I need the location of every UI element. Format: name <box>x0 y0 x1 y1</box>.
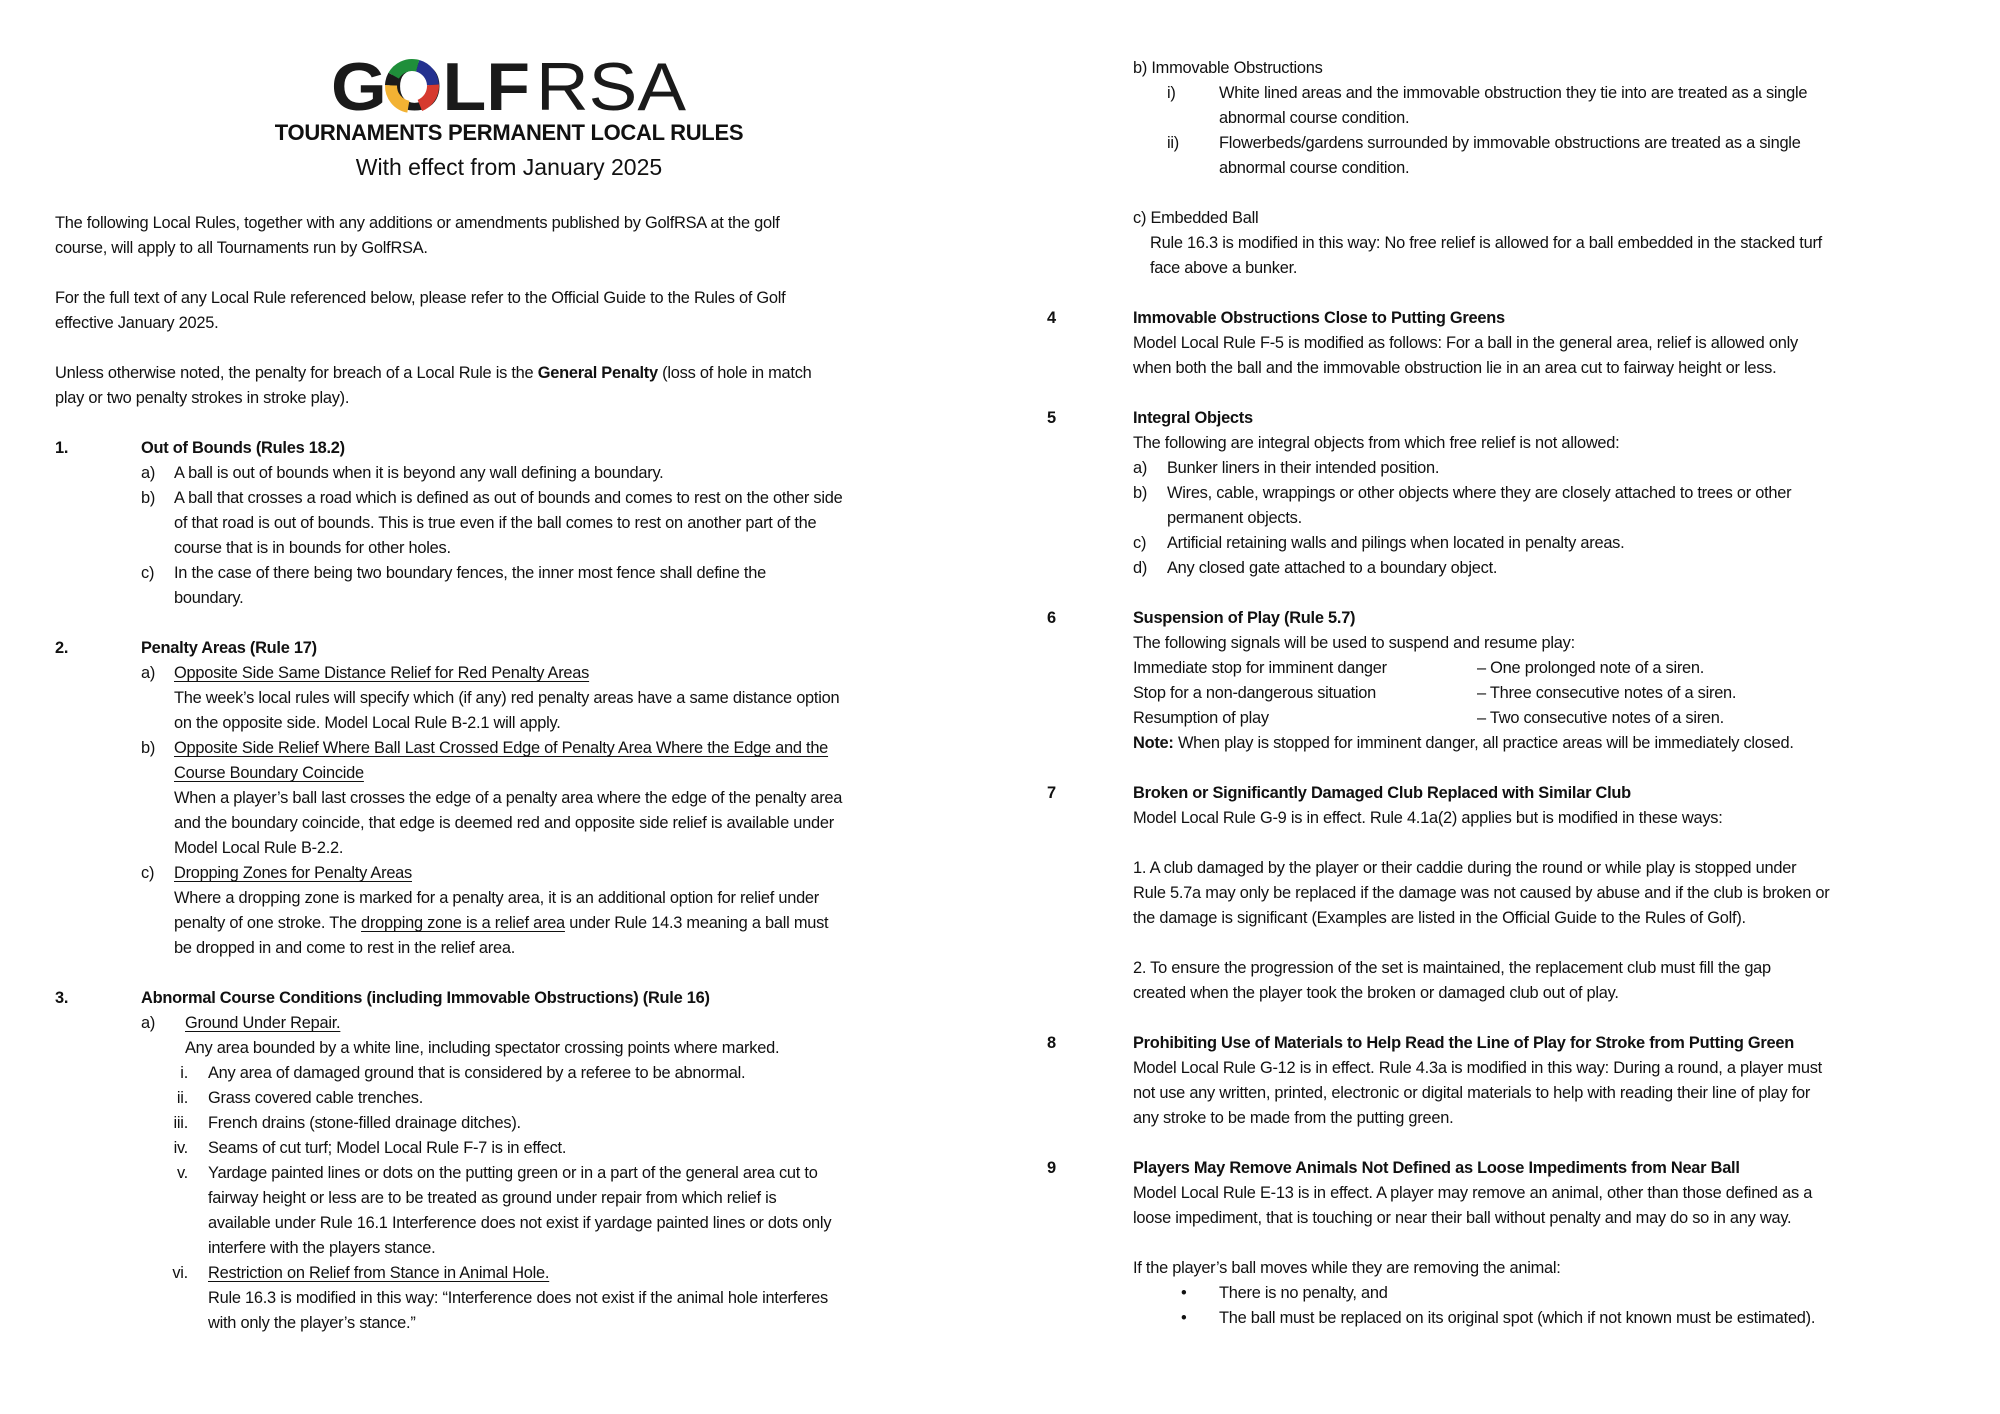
line-text: the damage is significant (Examples are listed in the Official Guide to the Rules of Golf). <box>1133 909 1746 927</box>
text-line <box>1047 81 1987 106</box>
text-line <box>55 761 955 786</box>
underlined-text: Opposite Side Same Distance Relief for Red Penalty Areas <box>174 664 590 682</box>
list-marker: a) <box>1133 459 1148 477</box>
spacer <box>1047 581 1987 606</box>
text-line <box>55 811 955 836</box>
text-line <box>55 1111 955 1136</box>
section-number: 1. <box>55 439 69 457</box>
spacer <box>55 961 955 986</box>
list-marker: i. <box>180 1064 188 1082</box>
line-text: c) Embedded Ball <box>1133 209 1259 227</box>
text-line <box>55 286 955 311</box>
line-text: not use any written, printed, electronic or digital materials to help with reading their line of play for <box>1133 1084 1811 1102</box>
line-text: Any area of damaged ground that is considered by a referee to be abnormal. <box>208 1064 746 1082</box>
section-number: 8 <box>1047 1034 1056 1052</box>
text-line <box>55 1311 955 1336</box>
text-line <box>55 686 955 711</box>
line-text: and the boundary coincide, that edge is deemed red and opposite side relief is available under <box>174 814 834 832</box>
bold-text: General Penalty <box>537 364 658 382</box>
line-text <box>174 661 589 686</box>
line-text: permanent objects. <box>1167 509 1302 527</box>
text-line <box>1047 481 1987 506</box>
list-marker: ii) <box>1167 134 1179 152</box>
list-marker: i) <box>1167 84 1176 102</box>
section-title: Integral Objects <box>1133 409 1253 427</box>
section-heading <box>1047 406 1987 431</box>
text-line <box>1047 956 1987 981</box>
line-text: with only the player’s stance.” <box>208 1314 416 1332</box>
text-line <box>55 236 955 261</box>
section-title: Penalty Areas (Rule 17) <box>141 639 317 657</box>
spacer <box>1047 1006 1987 1031</box>
line-text: fairway height or less are to be treated as ground under repair from which relief is <box>208 1189 777 1207</box>
line-text: created when the player took the broken or damaged club out of play. <box>1133 984 1619 1002</box>
line-text: – Three consecutive notes of a siren. <box>1477 684 1737 702</box>
text-line <box>1047 981 1987 1006</box>
section-heading <box>1047 781 1987 806</box>
bullet-icon: • <box>1181 1309 1187 1327</box>
line-text: In the case of there being two boundary fences, the inner most fence shall define the <box>174 564 766 582</box>
section-title: Players May Remove Animals Not Defined as Loose Impediments from Near Ball <box>1133 1159 1740 1177</box>
text-segment: (loss of hole in match <box>657 364 812 382</box>
section-title: Broken or Significantly Damaged Club Replaced with Similar Club <box>1133 784 1631 802</box>
line-text: Model Local Rule G-9 is in effect. Rule 4.1a(2) applies but is modified in these ways: <box>1133 809 1723 827</box>
text-line <box>55 586 955 611</box>
spacer <box>1047 1131 1987 1156</box>
document-title: TOURNAMENTS PERMANENT LOCAL RULES <box>274 120 744 145</box>
section-heading <box>55 636 955 661</box>
section-heading <box>1047 306 1987 331</box>
text-line <box>55 1036 955 1061</box>
section-title: Prohibiting Use of Materials to Help Read the Line of Play for Stroke from Putting Green <box>1133 1034 1795 1052</box>
line-text: The following are integral objects from which free relief is not allowed: <box>1133 434 1620 452</box>
text-line <box>55 211 955 236</box>
line-text: When a player’s ball last crosses the edge of a penalty area where the edge of the penalty area <box>174 789 843 807</box>
golfrsa-logo <box>331 54 688 114</box>
text-line <box>1047 356 1987 381</box>
spacer <box>1047 931 1987 956</box>
line-text <box>1133 731 1794 756</box>
line-text: Model Local Rule F-5 is modified as follows: For a ball in the general area, relief is allowed only <box>1133 334 1798 352</box>
list-marker: c) <box>1133 534 1147 552</box>
list-marker: ii. <box>176 1089 188 1107</box>
section-heading <box>55 436 955 461</box>
underlined-text: Ground Under Repair. <box>185 1014 341 1032</box>
line-text: Seams of cut turf; Model Local Rule F-7 is in effect. <box>208 1139 567 1157</box>
text-line <box>55 1136 955 1161</box>
line-text: White lined areas and the immovable obstruction they tie into are treated as a single <box>1219 84 1808 102</box>
text-line <box>1047 256 1987 281</box>
line-text: – Two consecutive notes of a siren. <box>1477 709 1724 727</box>
line-text: The following signals will be used to suspend and resume play: <box>1133 634 1575 652</box>
line-text: any stroke to be made from the putting green. <box>1133 1109 1454 1127</box>
text-line <box>55 1261 955 1286</box>
text-line <box>55 861 955 886</box>
text-line <box>1047 706 1987 731</box>
line-text <box>208 1261 549 1286</box>
text-line <box>55 1086 955 1111</box>
spacer <box>1047 181 1987 206</box>
section-number: 3. <box>55 989 69 1007</box>
text-line <box>55 561 955 586</box>
text-line <box>55 311 955 336</box>
underlined-text: Dropping Zones for Penalty Areas <box>174 864 412 882</box>
list-marker: c) <box>141 864 155 882</box>
spacer <box>55 411 955 436</box>
text-line <box>55 1286 955 1311</box>
text-line <box>1047 1206 1987 1231</box>
line-text: Model Local Rule B-2.2. <box>174 839 344 857</box>
section-number: 4 <box>1047 309 1056 327</box>
text-line <box>55 1161 955 1186</box>
text-line <box>1047 231 1987 256</box>
list-marker: a) <box>141 664 156 682</box>
list-marker: iv. <box>173 1139 188 1157</box>
section-number: 7 <box>1047 784 1056 802</box>
underlined-text: Opposite Side Relief Where Ball Last Crossed Edge of Penalty Area Where the Edge and the <box>174 739 829 757</box>
line-text: Grass covered cable trenches. <box>208 1089 424 1107</box>
text-line <box>1047 1306 1987 1331</box>
line-text: Flowerbeds/gardens surrounded by immovable obstructions are treated as a single <box>1219 134 1801 152</box>
text-line <box>55 486 955 511</box>
line-text: abnormal course condition. <box>1219 159 1410 177</box>
line-text: The ball must be replaced on its original spot (which if not known must be estimated). <box>1219 1309 1816 1327</box>
line-text: face above a bunker. <box>1150 259 1298 277</box>
section-title: Abnormal Course Conditions (including Immovable Obstructions) (Rule 16) <box>141 989 710 1007</box>
line-text <box>174 761 364 786</box>
section-heading <box>1047 1156 1987 1181</box>
text-line <box>55 1211 955 1236</box>
text-line <box>1047 556 1987 581</box>
text-line <box>1047 431 1987 456</box>
text-line <box>1047 1181 1987 1206</box>
section-number: 6 <box>1047 609 1056 627</box>
text-line <box>1047 1281 1987 1306</box>
line-text: – One prolonged note of a siren. <box>1477 659 1705 677</box>
line-text: b) Immovable Obstructions <box>1133 59 1323 77</box>
line-text: A ball that crosses a road which is defined as out of bounds and comes to rest on the other side <box>174 489 843 507</box>
list-marker: a) <box>141 464 156 482</box>
line-text: 1. A club damaged by the player or their caddie during the round or while play is stopped under <box>1133 859 1797 877</box>
line-text: Any area bounded by a white line, including spectator crossing points where marked. <box>185 1039 780 1057</box>
section-heading <box>1047 606 1987 631</box>
text-line <box>1047 856 1987 881</box>
text-line <box>1047 106 1987 131</box>
text-line <box>55 886 955 911</box>
spacer <box>1047 831 1987 856</box>
text-line <box>55 536 955 561</box>
section-title: Out of Bounds (Rules 18.2) <box>141 439 345 457</box>
text-line <box>1047 531 1987 556</box>
text-line <box>55 361 955 386</box>
text-line <box>1047 881 1987 906</box>
text-line <box>55 511 955 536</box>
logo-text-light: RSA <box>536 54 687 114</box>
list-marker: a) <box>141 1014 156 1032</box>
bold-text: Note: <box>1133 734 1174 752</box>
line-text <box>174 736 828 761</box>
list-marker: b) <box>141 489 156 507</box>
text-segment: When play is stopped for imminent danger, all practice areas will be immediately closed. <box>1173 734 1794 752</box>
line-text: of that road is out of bounds. This is true even if the ball comes to rest on another part of the <box>174 514 817 532</box>
underlined-text: dropping zone is a relief area <box>361 914 565 932</box>
line-text <box>174 911 828 936</box>
line-text: Rule 5.7a may only be replaced if the damage was not caused by abuse and if the club is broken or <box>1133 884 1830 902</box>
left-column <box>55 211 955 1336</box>
text-line <box>55 711 955 736</box>
spacer <box>55 611 955 636</box>
spacer <box>1047 756 1987 781</box>
line-text: available under Rule 16.1 Interference does not exist if yardage painted lines or dots only <box>208 1214 832 1232</box>
line-text: Bunker liners in their intended position. <box>1167 459 1440 477</box>
line-text: Model Local Rule G-12 is in effect. Rule 4.3a is modified in this way: During a round, a player must <box>1133 1059 1822 1077</box>
text-line <box>55 1186 955 1211</box>
line-text: A ball is out of bounds when it is beyond any wall defining a boundary. <box>174 464 664 482</box>
text-line <box>55 661 955 686</box>
text-line <box>1047 56 1987 81</box>
text-line <box>1047 631 1987 656</box>
text-line <box>55 936 955 961</box>
line-text: Model Local Rule E-13 is in effect. A player may remove an animal, other than those defined as a <box>1133 1184 1813 1202</box>
text-line <box>1047 506 1987 531</box>
text-line <box>1047 331 1987 356</box>
signal-label: Immediate stop for imminent danger <box>1133 659 1387 677</box>
line-text: when both the ball and the immovable obstruction lie in an area cut to fairway height or less. <box>1133 359 1777 377</box>
line-text: There is no penalty, and <box>1219 1284 1388 1302</box>
line-text: French drains (stone-filled drainage ditches). <box>208 1114 521 1132</box>
spacer <box>1047 381 1987 406</box>
text-line <box>55 911 955 936</box>
text-line <box>55 1236 955 1261</box>
line-text: Rule 16.3 is modified in this way: “Interference does not exist if the animal hole interferes <box>208 1289 828 1307</box>
line-text <box>185 1011 340 1036</box>
text-segment: under Rule 14.3 meaning a ball must <box>564 914 829 932</box>
line-text: effective January 2025. <box>55 314 219 332</box>
text-line <box>55 461 955 486</box>
text-line <box>1047 1056 1987 1081</box>
text-line <box>1047 806 1987 831</box>
line-text: For the full text of any Local Rule referenced below, please refer to the Official Guide to the Rules of Golf <box>55 289 786 307</box>
line-text: 2. To ensure the progression of the set is maintained, the replacement club must fill the gap <box>1133 959 1771 977</box>
list-marker: b) <box>141 739 156 757</box>
text-line <box>1047 906 1987 931</box>
list-marker: iii. <box>173 1114 188 1132</box>
line-text: be dropped in and come to rest in the relief area. <box>174 939 516 957</box>
section-number: 5 <box>1047 409 1056 427</box>
list-marker: d) <box>1133 559 1148 577</box>
line-text: Yardage painted lines or dots on the putting green or in a part of the general area cut to <box>208 1164 818 1182</box>
line-text: abnormal course condition. <box>1219 109 1410 127</box>
line-text <box>174 861 412 886</box>
text-line <box>1047 681 1987 706</box>
text-line <box>1047 156 1987 181</box>
text-line <box>55 1011 955 1036</box>
line-text <box>55 361 812 386</box>
line-text: play or two penalty strokes in stroke play). <box>55 389 350 407</box>
line-text: Any closed gate attached to a boundary object. <box>1167 559 1498 577</box>
section-heading <box>55 986 955 1011</box>
line-text: The following Local Rules, together with any additions or amendments published by GolfRSA at the golf <box>55 214 780 232</box>
spacer <box>1047 1231 1987 1256</box>
spacer <box>55 261 955 286</box>
text-line <box>1047 1081 1987 1106</box>
list-marker: vi. <box>172 1264 188 1282</box>
signal-label: Stop for a non-dangerous situation <box>1133 684 1376 702</box>
underlined-text: Course Boundary Coincide <box>174 764 364 782</box>
line-text: on the opposite side. Model Local Rule B-2.1 will apply. <box>174 714 561 732</box>
text-line <box>1047 1106 1987 1131</box>
text-line <box>55 1061 955 1086</box>
text-line <box>1047 206 1987 231</box>
spacer <box>1047 281 1987 306</box>
line-text: interfere with the players stance. <box>208 1239 436 1257</box>
section-title: Suspension of Play (Rule 5.7) <box>1133 609 1356 627</box>
text-line <box>1047 1256 1987 1281</box>
bullet-icon: • <box>1181 1284 1187 1302</box>
list-marker: b) <box>1133 484 1148 502</box>
line-text: The week’s local rules will specify which (if any) red penalty areas have a same distance option <box>174 689 840 707</box>
section-heading <box>1047 1031 1987 1056</box>
line-text: course that is in bounds for other holes. <box>174 539 451 557</box>
right-column <box>1047 56 1987 1331</box>
text-segment: Unless otherwise noted, the penalty for breach of a Local Rule is the <box>55 364 538 382</box>
line-text: Wires, cable, wrappings or other objects where they are closely attached to trees or other <box>1167 484 1792 502</box>
text-line <box>1047 731 1987 756</box>
section-number: 9 <box>1047 1159 1056 1177</box>
spacer <box>55 336 955 361</box>
line-text: boundary. <box>174 589 244 607</box>
list-marker: c) <box>141 564 155 582</box>
text-line <box>55 786 955 811</box>
underlined-text: Restriction on Relief from Stance in Animal Hole. <box>208 1264 550 1282</box>
line-text: Artificial retaining walls and pilings when located in penalty areas. <box>1167 534 1625 552</box>
section-number: 2. <box>55 639 69 657</box>
line-text: course, will apply to all Tournaments run by GolfRSA. <box>55 239 428 257</box>
section-title: Immovable Obstructions Close to Putting Greens <box>1133 309 1505 327</box>
logo-text-bold: GOLF <box>331 54 530 114</box>
text-line <box>1047 456 1987 481</box>
text-line <box>55 386 955 411</box>
text-line <box>1047 131 1987 156</box>
line-text: If the player’s ball moves while they are removing the animal: <box>1133 1259 1561 1277</box>
line-text: Rule 16.3 is modified in this way: No free relief is allowed for a ball embedded in the stacked turf <box>1150 234 1822 252</box>
list-marker: v. <box>176 1164 188 1182</box>
text-line <box>55 736 955 761</box>
signal-label: Resumption of play <box>1133 709 1269 727</box>
line-text: Where a dropping zone is marked for a penalty area, it is an additional option for relief under <box>174 889 820 907</box>
line-text: loose impediment, that is touching or near their ball without penalty and may do so in any way. <box>1133 1209 1792 1227</box>
document-subtitle: With effect from January 2025 <box>355 154 663 180</box>
text-segment: penalty of one stroke. The <box>174 914 362 932</box>
text-line <box>1047 656 1987 681</box>
text-line <box>55 836 955 861</box>
